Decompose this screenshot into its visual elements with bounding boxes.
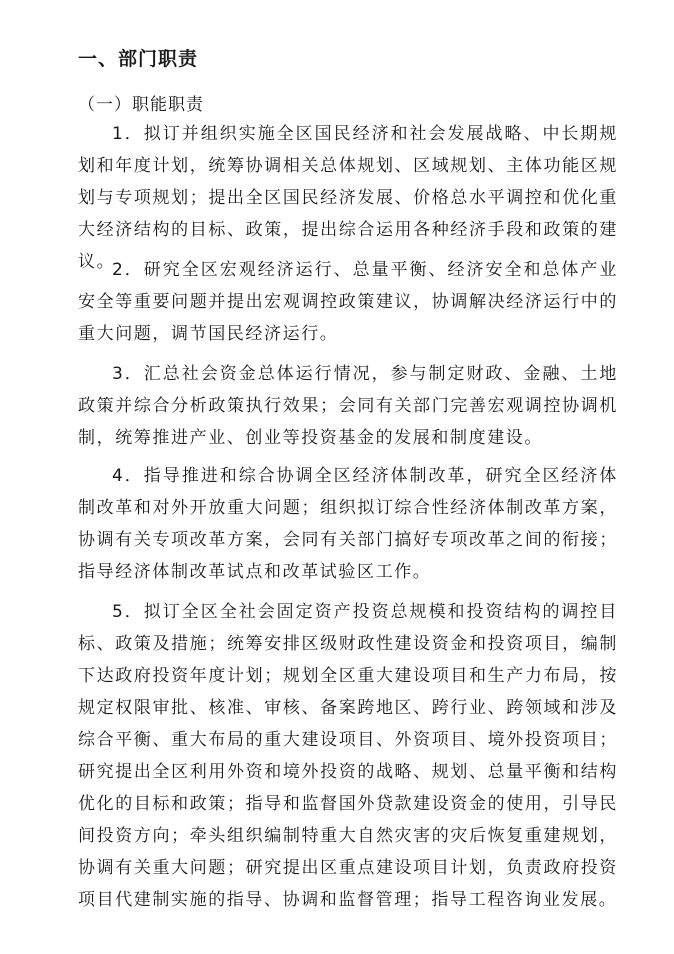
section-heading: 一、部门职责 <box>78 48 199 70</box>
paragraph-4: 4．指导推进和综合协调全区经济体制改革，研究全区经济体制改革和对外开放重大问题；组织拟订综合性经济体制改革方案，协调有关专项改革方案，会同有关部门搞好专项改革之间的衔接；指导经济体制改革试点和改革试验区工作。 <box>78 466 618 582</box>
paragraph-5: 5．拟订全区全社会固定资产投资总规模和投资结构的调控目标、政策及措施；统筹安排区级财政性建设资金和投资项目，编制下达政府投资年度计划；规划全区重大建设项目和生产力布局，按规定权限审批、核准、审核、备案跨地区、跨行业、跨领域和涉及综合平衡、重大布局的重大建设项目、外资项目、境外投资项目；研究提出全区利用外资和境外投资的战略、规划、总量平衡和结构优化的目标和政策；指导和监督国外贷款建设资金的使用，引导民间投资方向；牵头组织编制特重大自然灾害的灾后恢复重建规划，协调有关重大问题；研究提出区重点建设项目计划，负责政府投资项目代建制实施的指导、协调和监督管理；指导工程咨询业发展。 <box>78 602 618 910</box>
paragraph-2: 2．研究全区宏观经济运行、总量平衡、经济安全和总体产业安全等重要问题并提出宏观调控政策建议，协调解决经济运行中的重大问题，调节国民经济运行。 <box>78 260 618 344</box>
paragraph-1: 1．拟订并组织实施全区国民经济和社会发展战略、中长期规划和年度计划，统筹协调相关总体规划、区域规划、主体功能区规划与专项规划；提出全区国民经济发展、价格总水平调控和优化重大经济结构的目标、政策，提出综合运用各种经济手段和政策的建议。 <box>78 124 618 272</box>
subsection-heading: （一）职能职责 <box>78 95 204 115</box>
paragraph-3: 3．汇总社会资金总体运行情况，参与制定财政、金融、土地政策并综合分析政策执行效果；会同有关部门完善宏观调控协调机制，统筹推进产业、创业等投资基金的发展和制度建设。 <box>78 364 618 448</box>
